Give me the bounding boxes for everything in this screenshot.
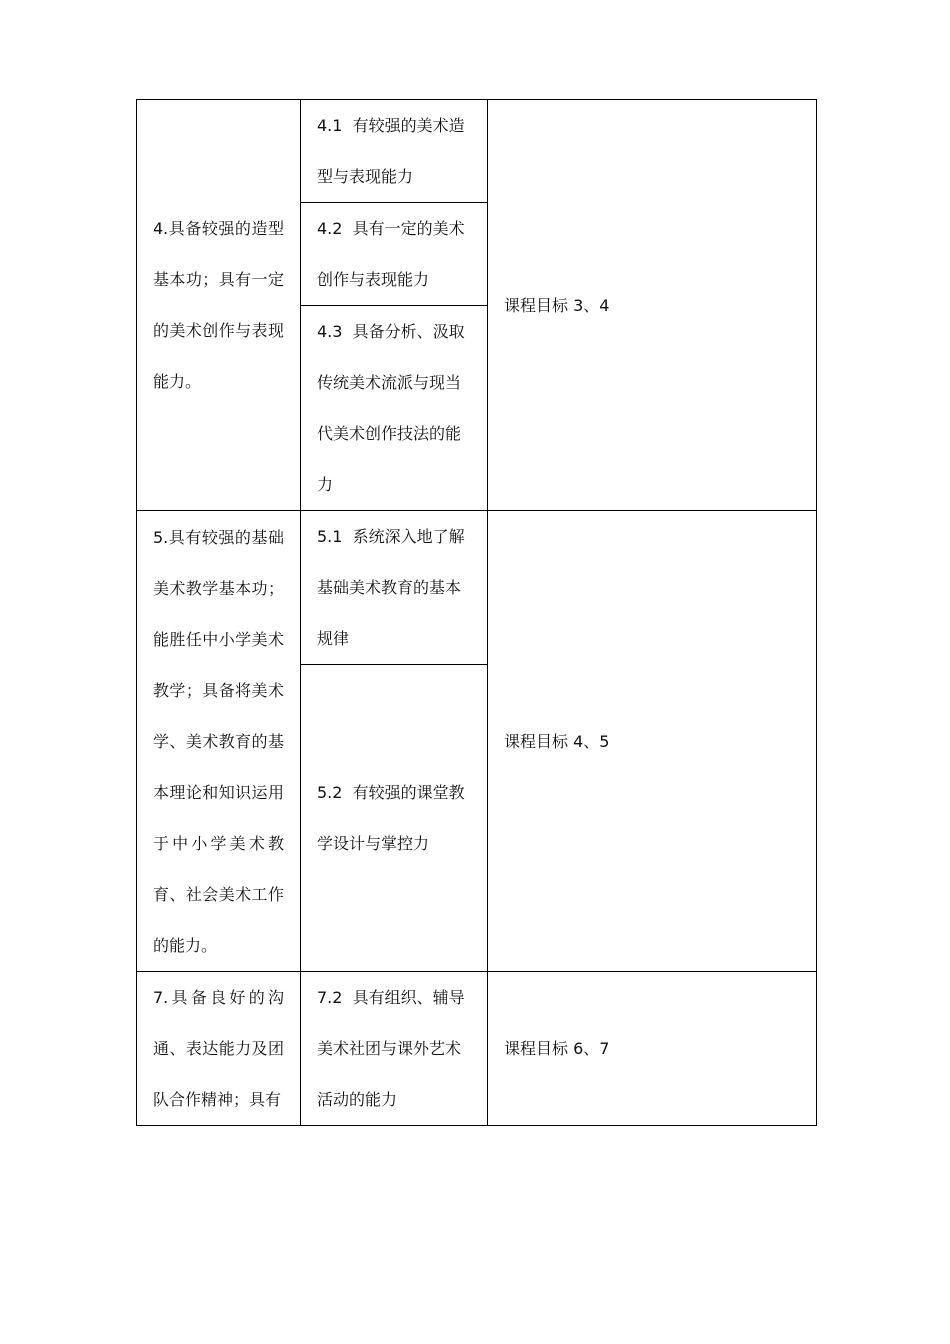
indicator-cell: 7.2 具有组织、辅导美术社团与课外艺术活动的能力	[301, 972, 488, 1126]
graduation-requirement-cell: 4.具备较强的造型基本功；具有一定的美术创作与表现能力。	[137, 100, 301, 511]
indicator-cell: 4.2 具有一定的美术创作与表现能力	[301, 203, 488, 306]
graduation-requirement-cell: 5.具有较强的基础美术教学基本功；能胜任中小学美术教学；具备将美术学、美术教育的基本理论和知识运用于中小学美术教育、社会美术工作的能力。	[137, 511, 301, 972]
course-target-cell: 课程目标 6、7	[488, 972, 817, 1126]
table-row	[137, 511, 817, 665]
indicator-cell: 4.3 具备分析、汲取传统美术流派与现当代美术创作技法的能力	[301, 306, 488, 511]
course-target-cell: 课程目标 3、4	[488, 100, 817, 511]
table-row	[137, 972, 817, 1126]
indicator-cell: 4.1 有较强的美术造型与表现能力	[301, 100, 488, 203]
table-row	[137, 100, 817, 203]
indicator-cell: 5.1 系统深入地了解基础美术教育的基本规律	[301, 511, 488, 665]
course-target-cell: 课程目标 4、5	[488, 511, 817, 972]
requirements-table	[136, 99, 817, 1126]
indicator-cell: 5.2 有较强的课堂教学设计与掌控力	[301, 665, 488, 972]
graduation-requirement-cell: 7.具备良好的沟通、表达能力及团队合作精神；具有	[137, 972, 301, 1126]
